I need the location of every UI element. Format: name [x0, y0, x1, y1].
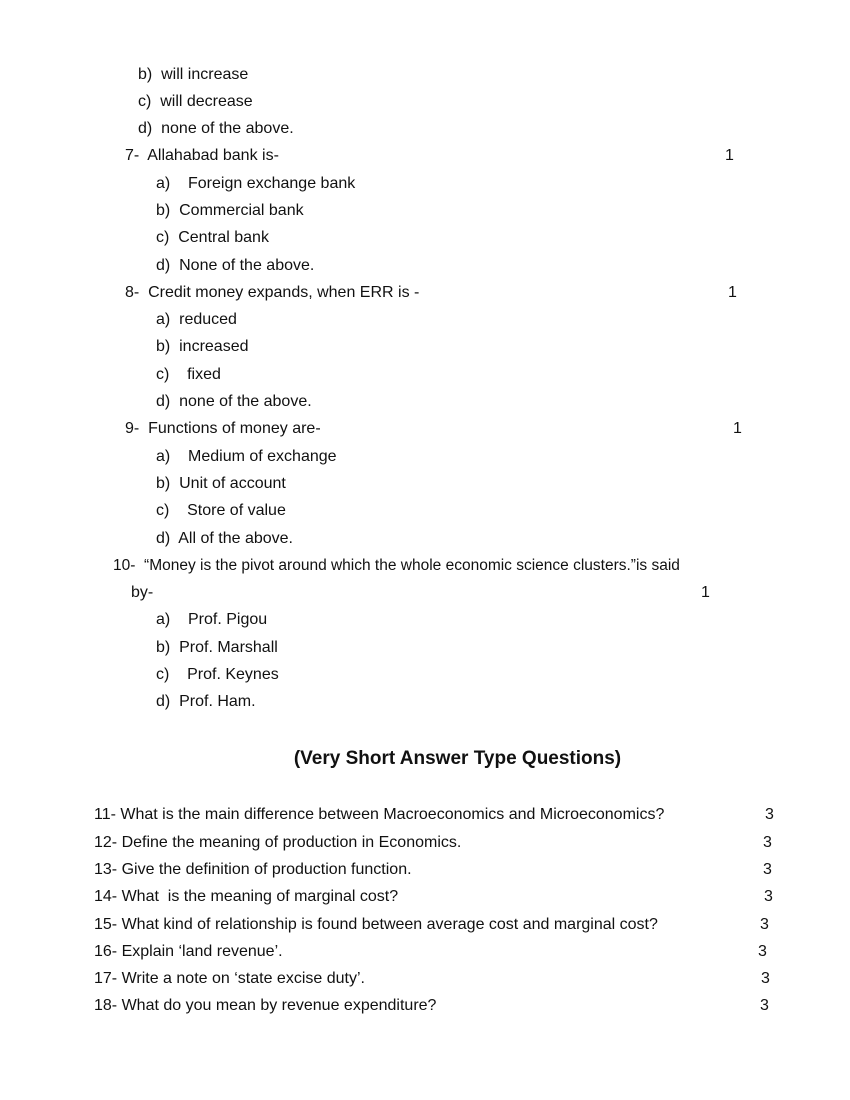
question-text: “Money is the pivot around which the whole economic science clusters.”is said [144, 557, 680, 574]
q6-option-b: b) will increase [138, 66, 249, 83]
question-16: 16- Explain ‘land revenue’. [94, 943, 283, 960]
question-7 [125, 146, 279, 166]
q6-option-d: d) none of the above. [138, 120, 294, 137]
question-10-continuation: by- [131, 584, 154, 601]
question-7-marks: 1 [725, 147, 734, 164]
q7-option-b: b) Commercial bank [156, 202, 304, 219]
q10-option-b: b) Prof. Marshall [156, 639, 278, 656]
q8-option-c: c) fixed [156, 366, 221, 383]
question-13-marks: 3 [763, 861, 772, 878]
question-9 [125, 419, 321, 439]
q9-option-a: a) Medium of exchange [156, 448, 337, 465]
question-18-marks: 3 [760, 997, 769, 1014]
question-9-marks: 1 [733, 420, 742, 437]
question-10-marks: 1 [701, 584, 710, 601]
q8-option-b: b) increased [156, 338, 249, 355]
q7-option-a: a) Foreign exchange bank [156, 175, 356, 192]
q9-option-d: d) All of the above. [156, 530, 293, 547]
question-17-marks: 3 [761, 970, 770, 987]
q8-option-a: a) reduced [156, 311, 237, 328]
question-10 [113, 556, 680, 576]
question-8 [125, 283, 419, 303]
question-number: 8- [125, 284, 140, 301]
question-text: Credit money expands, when ERR is - [148, 284, 420, 301]
section-heading: (Very Short Answer Type Questions) [293, 748, 622, 769]
question-11: 11- What is the main difference between Macroeconomics and Microeconomics? [94, 806, 665, 823]
question-18: 18- What do you mean by revenue expenditure? [94, 997, 437, 1014]
question-14-marks: 3 [764, 888, 773, 905]
question-15-marks: 3 [760, 916, 769, 933]
q10-option-c: c) Prof. Keynes [156, 666, 279, 683]
question-number: 9- [125, 420, 140, 437]
question-12-marks: 3 [763, 834, 772, 851]
q9-option-c: c) Store of value [156, 502, 286, 519]
question-number: 10- [113, 557, 136, 574]
question-16-marks: 3 [758, 943, 767, 960]
q9-option-b: b) Unit of account [156, 475, 286, 492]
question-text: Allahabad bank is- [147, 147, 279, 164]
question-text: Functions of money are- [148, 420, 321, 437]
q7-option-d: d) None of the above. [156, 257, 315, 274]
question-17: 17- Write a note on ‘state excise duty’. [94, 970, 365, 987]
question-number: 7- [125, 147, 140, 164]
question-13: 13- Give the definition of production function. [94, 861, 412, 878]
question-15: 15- What kind of relationship is found between average cost and marginal cost? [94, 916, 658, 933]
question-14: 14- What is the meaning of marginal cost? [94, 888, 399, 905]
question-11-marks: 3 [765, 806, 774, 823]
q10-option-a: a) Prof. Pigou [156, 611, 268, 628]
question-12: 12- Define the meaning of production in Economics. [94, 834, 462, 851]
q7-option-c: c) Central bank [156, 229, 269, 246]
question-8-marks: 1 [728, 284, 737, 301]
q6-option-c: c) will decrease [138, 93, 253, 110]
q10-option-d: d) Prof. Ham. [156, 693, 256, 710]
q8-option-d: d) none of the above. [156, 393, 312, 410]
